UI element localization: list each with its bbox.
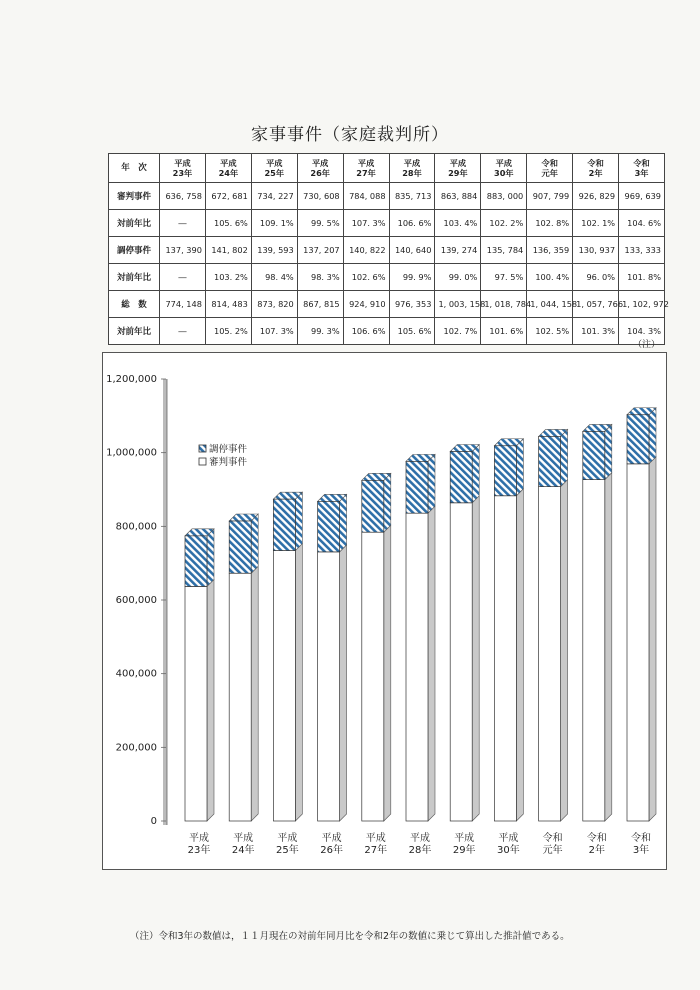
table-row bbox=[109, 210, 665, 237]
table-cell: 106. 6% bbox=[343, 318, 389, 345]
column-header-line: 平成 bbox=[220, 158, 237, 168]
y-tick-label: 1,000,000 bbox=[106, 447, 157, 459]
column-header-line: 元年 bbox=[541, 168, 558, 178]
y-tick-label: 1,200,000 bbox=[106, 374, 157, 385]
bar-stack bbox=[627, 408, 656, 821]
x-tick-label: 平成 bbox=[410, 833, 430, 844]
x-tick-label: 元年 bbox=[542, 845, 563, 856]
table-cell: 139, 593 bbox=[251, 237, 297, 264]
table-cell: 102. 6% bbox=[343, 264, 389, 291]
table-row bbox=[109, 264, 665, 291]
column-header-line: 平成 bbox=[266, 158, 283, 168]
bar-side-審判事件 bbox=[649, 457, 656, 821]
bar-side-調停事件 bbox=[340, 494, 347, 552]
bar-side-審判事件 bbox=[428, 506, 435, 821]
table-cell: 98. 4% bbox=[251, 264, 297, 291]
legend-swatch bbox=[199, 458, 206, 465]
bar-調停事件 bbox=[318, 501, 340, 552]
table-cell: 99. 9% bbox=[389, 264, 435, 291]
data-table bbox=[108, 153, 669, 345]
table-cell: 101. 6% bbox=[481, 318, 527, 345]
table-cell: 141, 802 bbox=[205, 237, 251, 264]
table-cell: 924, 910 bbox=[343, 291, 389, 318]
table-cell: 907, 799 bbox=[527, 183, 573, 210]
bar-調停事件 bbox=[450, 452, 472, 503]
table-cell: 1, 057, 766 bbox=[573, 291, 619, 318]
table-cell: 100. 4% bbox=[527, 264, 573, 291]
table-header-row bbox=[109, 154, 665, 183]
chart-frame bbox=[102, 352, 667, 870]
table-cell: 99. 5% bbox=[297, 210, 343, 237]
row-label: 審判事件 bbox=[109, 183, 160, 210]
row-label: 調停事件 bbox=[109, 237, 160, 264]
x-tick-label: 23年 bbox=[187, 845, 211, 856]
table-cell: 96. 0% bbox=[573, 264, 619, 291]
x-tick-label: 29年 bbox=[452, 845, 476, 856]
table-cell: 102. 7% bbox=[435, 318, 481, 345]
bar-調停事件 bbox=[583, 431, 605, 479]
footnote: （注）令和3年の数値は，１１月現在の対前年同月比を令和2年の数値に乗じて算出した推計値である。 bbox=[130, 931, 570, 942]
bar-審判事件 bbox=[229, 573, 251, 821]
bar-審判事件 bbox=[318, 552, 340, 821]
table-cell: 1, 018, 784 bbox=[481, 291, 527, 318]
table-cell: 140, 640 bbox=[389, 237, 435, 264]
bar-調停事件 bbox=[229, 521, 251, 573]
bar-side-審判事件 bbox=[251, 566, 258, 821]
bar-審判事件 bbox=[627, 464, 649, 821]
table-cell: 926, 829 bbox=[573, 183, 619, 210]
x-tick-label: 令和 bbox=[542, 833, 563, 844]
column-header-line: 2年 bbox=[588, 168, 603, 178]
table-cell: 835, 713 bbox=[389, 183, 435, 210]
bar-stack bbox=[362, 473, 391, 821]
bar-side-調停事件 bbox=[384, 473, 391, 532]
table-column-header bbox=[389, 154, 435, 183]
table-cell: 101. 3% bbox=[573, 318, 619, 345]
table-cell: 863, 884 bbox=[435, 183, 481, 210]
x-tick-label: 26年 bbox=[320, 845, 343, 856]
legend-label: 調停事件 bbox=[209, 444, 248, 455]
bar-stack bbox=[583, 424, 612, 821]
bar-side-審判事件 bbox=[384, 525, 391, 821]
table-cell: 102. 5% bbox=[527, 318, 573, 345]
column-header-line: 3年 bbox=[634, 168, 649, 178]
x-tick-label: 平成 bbox=[189, 833, 209, 844]
page-title: 家事事件（家庭裁判所） bbox=[251, 125, 449, 145]
y-tick-label: 200,000 bbox=[115, 742, 157, 754]
bar-調停事件 bbox=[185, 536, 207, 587]
column-header-line: 平成 bbox=[495, 158, 512, 168]
bar-side-調停事件 bbox=[472, 445, 479, 503]
bar-審判事件 bbox=[185, 586, 207, 821]
bar-stack bbox=[273, 492, 302, 821]
bar-審判事件 bbox=[539, 487, 561, 821]
table-cell: 672, 681 bbox=[205, 183, 251, 210]
x-tick-label: 令和 bbox=[631, 833, 651, 844]
row-label: 対前年比 bbox=[109, 318, 160, 345]
table-cell: 102. 1% bbox=[573, 210, 619, 237]
bar-stack bbox=[450, 445, 479, 821]
bar-審判事件 bbox=[583, 480, 605, 821]
table-cell: 1, 003, 158 bbox=[435, 291, 481, 318]
column-header-line: 平成 bbox=[311, 158, 329, 168]
legend-label: 審判事件 bbox=[209, 457, 248, 468]
table-cell: 130, 937 bbox=[573, 237, 619, 264]
x-tick-label: 28年 bbox=[408, 845, 432, 856]
bar-調停事件 bbox=[273, 499, 295, 550]
y-tick-label: 0 bbox=[150, 816, 157, 827]
table-cell: 103. 4% bbox=[435, 210, 481, 237]
table-cell: 976, 353 bbox=[389, 291, 435, 318]
table-cell: 1, 102, 972 bbox=[619, 291, 665, 318]
note-mark: （注） bbox=[632, 340, 660, 350]
column-header-line: 28年 bbox=[402, 168, 422, 178]
table-cell: 101. 8% bbox=[619, 264, 665, 291]
bar-side-調停事件 bbox=[295, 492, 302, 550]
bar-調停事件 bbox=[406, 461, 428, 513]
table-cell: 133, 333 bbox=[619, 237, 665, 264]
table-column-header bbox=[527, 154, 573, 183]
column-header-line: 令和 bbox=[633, 158, 650, 168]
table-cell: 105. 2% bbox=[205, 318, 251, 345]
bar-stack bbox=[494, 439, 523, 821]
bar-side-審判事件 bbox=[340, 545, 347, 821]
column-header-line: 23年 bbox=[172, 168, 193, 178]
table-cell: 883, 000 bbox=[481, 183, 527, 210]
table-cell: 98. 3% bbox=[297, 264, 343, 291]
bar-side-調停事件 bbox=[207, 529, 214, 587]
table-column-header bbox=[619, 154, 665, 183]
column-header-line: 令和 bbox=[541, 158, 558, 168]
table-column-header bbox=[481, 154, 527, 183]
bar-審判事件 bbox=[450, 503, 472, 821]
table-cell: ― bbox=[160, 264, 206, 291]
table-column-header bbox=[573, 154, 619, 183]
table-cell: 137, 390 bbox=[160, 237, 206, 264]
bar-調停事件 bbox=[494, 446, 516, 496]
column-header-line: 平成 bbox=[449, 158, 467, 168]
bar-調停事件 bbox=[627, 415, 649, 464]
bar-side-審判事件 bbox=[472, 496, 479, 821]
x-tick-label: 2年 bbox=[588, 845, 605, 856]
bar-side-審判事件 bbox=[561, 480, 568, 821]
table-cell: 102. 2% bbox=[481, 210, 527, 237]
x-tick-label: 27年 bbox=[364, 845, 388, 856]
bar-side-調停事件 bbox=[649, 408, 656, 464]
table-row bbox=[109, 318, 665, 345]
column-header-line: 26年 bbox=[310, 168, 330, 178]
column-header-line: 29年 bbox=[448, 168, 468, 178]
table-row bbox=[109, 237, 665, 264]
bar-side-審判事件 bbox=[605, 473, 612, 821]
table-column-header bbox=[343, 154, 389, 183]
table-cell: 105. 6% bbox=[205, 210, 251, 237]
column-header-line: 平成 bbox=[357, 158, 375, 168]
column-header-line: 27年 bbox=[356, 168, 376, 178]
stacked-bar-chart bbox=[103, 353, 666, 869]
table-cell: 103. 2% bbox=[205, 264, 251, 291]
table-cell: 814, 483 bbox=[205, 291, 251, 318]
bar-side-調停事件 bbox=[251, 514, 258, 573]
bar-stack bbox=[406, 454, 435, 821]
legend-swatch bbox=[199, 445, 206, 452]
table-cell: 109. 1% bbox=[251, 210, 297, 237]
table-row bbox=[109, 183, 665, 210]
bar-side-審判事件 bbox=[207, 579, 214, 821]
table-row bbox=[109, 291, 665, 318]
y-axis-wall bbox=[163, 379, 167, 825]
bar-side-審判事件 bbox=[295, 544, 302, 821]
row-label: 総 数 bbox=[109, 291, 160, 318]
table-cell: 136, 359 bbox=[527, 237, 573, 264]
column-header-line: 24年 bbox=[218, 168, 239, 178]
table-header-label: 年 次 bbox=[109, 154, 160, 183]
table-cell: 140, 822 bbox=[343, 237, 389, 264]
table-cell: 105. 6% bbox=[389, 318, 435, 345]
bar-side-調停事件 bbox=[516, 439, 523, 496]
table-column-header bbox=[251, 154, 297, 183]
bar-side-調停事件 bbox=[605, 424, 612, 479]
bar-side-調停事件 bbox=[561, 429, 568, 486]
column-header-line: 平成 bbox=[174, 158, 191, 168]
bar-審判事件 bbox=[406, 513, 428, 821]
table-cell: 104. 3% bbox=[619, 318, 665, 345]
table-cell: 734, 227 bbox=[251, 183, 297, 210]
table-cell: 104. 6% bbox=[619, 210, 665, 237]
table-cell: 102. 8% bbox=[527, 210, 573, 237]
x-tick-label: 平成 bbox=[454, 833, 475, 844]
bar-stack bbox=[229, 514, 258, 821]
bar-調停事件 bbox=[362, 480, 384, 532]
bar-stack bbox=[185, 529, 214, 821]
table-cell: 107. 3% bbox=[251, 318, 297, 345]
bar-stack bbox=[318, 494, 347, 821]
x-tick-label: 平成 bbox=[233, 833, 254, 844]
table-cell: 730, 608 bbox=[297, 183, 343, 210]
table-cell: 1, 044, 158 bbox=[527, 291, 573, 318]
table-cell: 106. 6% bbox=[389, 210, 435, 237]
bar-side-調停事件 bbox=[428, 454, 435, 513]
table-cell: 784, 088 bbox=[343, 183, 389, 210]
x-tick-label: 平成 bbox=[498, 833, 519, 844]
table-column-header bbox=[435, 154, 481, 183]
row-label: 対前年比 bbox=[109, 264, 160, 291]
table-cell: 636, 758 bbox=[160, 183, 206, 210]
table-cell: 873, 820 bbox=[251, 291, 297, 318]
table-cell: 969, 639 bbox=[619, 183, 665, 210]
y-tick-label: 600,000 bbox=[115, 595, 157, 606]
x-tick-label: 25年 bbox=[276, 845, 299, 856]
x-tick-label: 3年 bbox=[632, 845, 650, 856]
x-tick-label: 平成 bbox=[365, 833, 386, 844]
table-cell: 99. 3% bbox=[297, 318, 343, 345]
row-label: 対前年比 bbox=[109, 210, 160, 237]
bar-調停事件 bbox=[539, 436, 561, 486]
x-tick-label: 30年 bbox=[497, 845, 520, 856]
table-cell: ― bbox=[160, 318, 206, 345]
x-tick-label: 令和 bbox=[586, 833, 607, 844]
column-header-line: 令和 bbox=[587, 158, 604, 168]
table-cell: 99. 0% bbox=[435, 264, 481, 291]
x-tick-label: 24年 bbox=[231, 845, 255, 856]
bar-side-審判事件 bbox=[516, 489, 523, 821]
y-tick-label: 800,000 bbox=[115, 521, 157, 533]
table-cell: 135, 784 bbox=[481, 237, 527, 264]
table-cell: 107. 3% bbox=[343, 210, 389, 237]
x-tick-label: 平成 bbox=[321, 833, 342, 844]
table-cell: 139, 274 bbox=[435, 237, 481, 264]
table-cell: 867, 815 bbox=[297, 291, 343, 318]
table-cell: ― bbox=[160, 210, 206, 237]
column-header-line: 30年 bbox=[494, 168, 514, 178]
x-tick-label: 平成 bbox=[277, 833, 298, 844]
table-cell: 137, 207 bbox=[297, 237, 343, 264]
y-tick-label: 400,000 bbox=[115, 668, 157, 680]
table-column-header bbox=[297, 154, 343, 183]
table-cell: 774, 148 bbox=[160, 291, 206, 318]
column-header-line: 平成 bbox=[403, 158, 421, 168]
bar-審判事件 bbox=[273, 551, 295, 821]
bar-審判事件 bbox=[362, 532, 384, 821]
table-cell: 97. 5% bbox=[481, 264, 527, 291]
table-column-header bbox=[205, 154, 251, 183]
bar-審判事件 bbox=[494, 496, 516, 821]
bar-stack bbox=[539, 429, 568, 821]
column-header-line: 25年 bbox=[264, 168, 285, 178]
table-column-header bbox=[160, 154, 206, 183]
